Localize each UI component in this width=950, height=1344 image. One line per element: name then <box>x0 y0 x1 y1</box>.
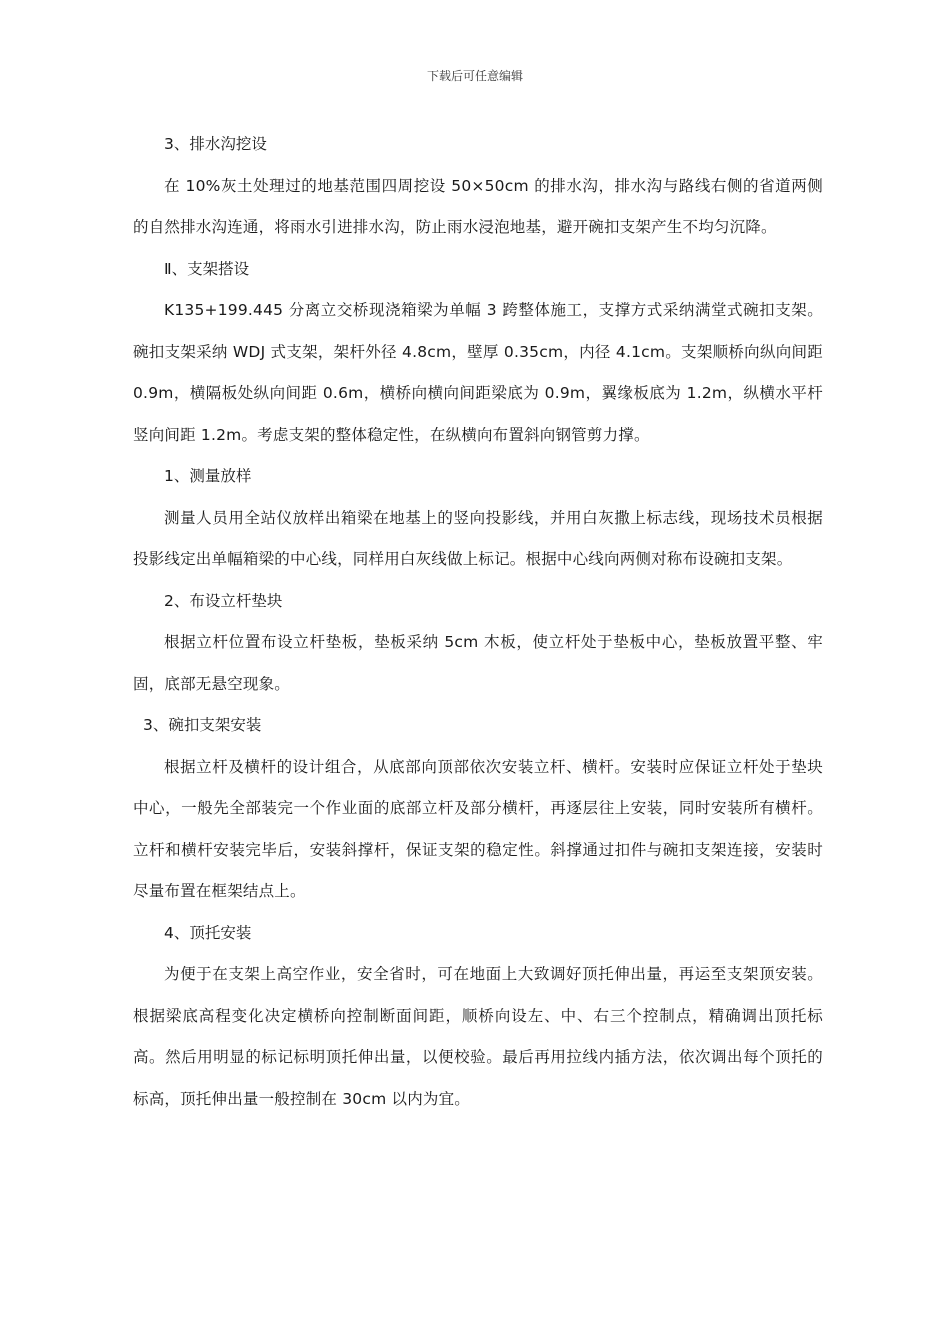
paragraph: 根据立杆及横杆的设计组合，从底部向顶部依次安装立杆、横杆。安装时应保证立杆处于垫块中心，一般先全部装完一个作业面的底部立杆及部分横杆，再逐层往上安装，同时安装所有横杆。立杆和横杆安装完毕后，安装斜撑杆，保证支架的稳定性。斜撑通过扣件与碗扣支架连接，安装时尽量布置在框架结点上。 <box>133 757 823 900</box>
paragraph: 测量人员用全站仪放样出箱梁在地基上的竖向投影线，并用白灰撒上标志线，现场技术员根据投影线定出单幅箱梁的中心线，同样用白灰线做上标记。根据中心线向两侧对称布设碗扣支架。 <box>133 508 823 568</box>
section-heading: 2、布设立杆垫块 <box>164 591 283 610</box>
section-heading: 4、顶托安装 <box>164 923 252 942</box>
section-heading: Ⅱ、支架搭设 <box>164 259 250 278</box>
document-body <box>133 124 823 1120</box>
paragraph: 根据立杆位置布设立杆垫板，垫板采纳 5cm 木板，使立杆处于垫板中心，垫板放置平整、牢固，底部无悬空现象。 <box>133 633 823 693</box>
paragraph: 为便于在支架上高空作业，安全省时，可在地面上大致调好顶托伸出量，再运至支架顶安装。根据梁底高程变化决定横桥向控制断面间距，顺桥向设左、中、右三个控制点，精确调出顶托标高。然后用明显的标记标明顶托伸出量，以便校验。最后再用拉线内插方法，依次调出每个顶托的标高，顶托伸出量一般控制在 30cm 以内为宜。 <box>133 965 823 1108</box>
paragraph: 在 10%灰土处理过的地基范围四周挖设 50×50cm 的排水沟，排水沟与路线右侧的省道两侧的自然排水沟连通，将雨水引进排水沟，防止雨水浸泡地基，避开碗扣支架产生不均匀沉降。 <box>133 176 823 236</box>
page-header: 下载后可任意编辑 <box>426 69 523 83</box>
section-heading: 1、测量放样 <box>164 467 252 485</box>
section-heading: 3、碗扣支架安装 <box>143 716 262 734</box>
section-heading: 3、排水沟挖设 <box>164 135 267 153</box>
paragraph: K135+199.445 分离立交桥现浇箱梁为单幅 3 跨整体施工，支撑方式采纳满堂式碗扣支架。碗扣支架采纳 WDJ 式支架，架杆外径 4.8cm，壁厚 0.35cm，内径 4.1cm。支架顺桥向纵向间距 0.9m，横隔板处纵向间距 0.6m，横桥向横向间距梁底为 0.9m，翼缘板底为 1.2m，纵横水平杆竖向间距 1.2m。考虑支架的整体稳定性，在纵横向布置斜向钢管剪力撑。 <box>133 301 823 444</box>
